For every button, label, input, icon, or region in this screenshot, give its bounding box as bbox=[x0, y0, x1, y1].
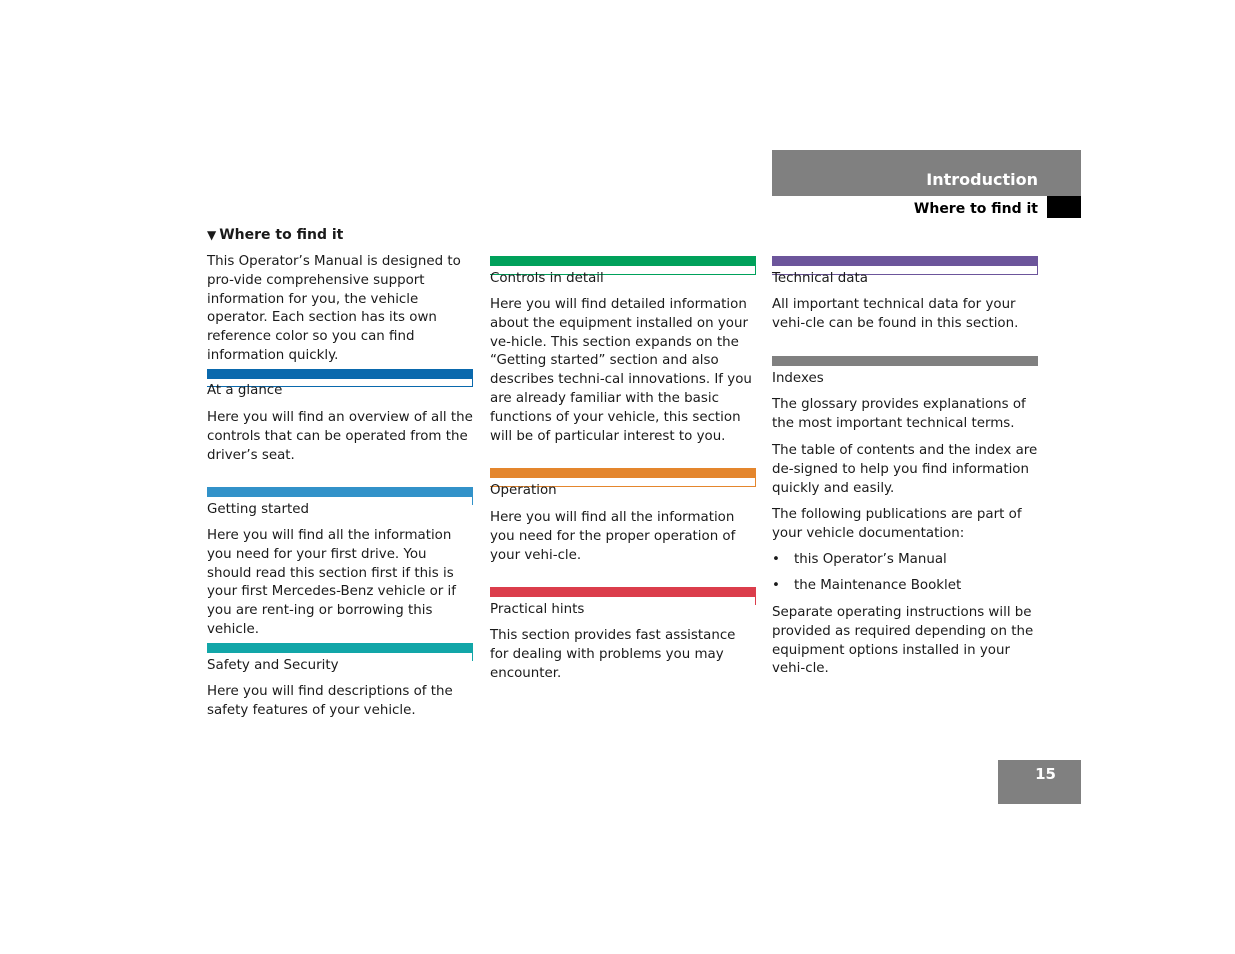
getting-started-text: Here you will find all the information you need for your first drive. You should read this section first if this is your first Mercedes-Benz vehicle or if you are rent-ing or borrowing this vehicle. bbox=[207, 528, 456, 637]
list-item: • this Operator’s Manual bbox=[772, 551, 947, 570]
practical-text: This section provides fast assistance for dealing with problems you may encounter. bbox=[490, 628, 736, 681]
getting-started-tick bbox=[472, 497, 473, 505]
operation-text: Here you will find all the information you need for the proper operation of your vehi-cle. bbox=[490, 510, 736, 563]
technical-tick bbox=[1037, 266, 1038, 274]
list-item: • the Maintenance Booklet bbox=[772, 577, 961, 596]
bullet-icon: • bbox=[772, 578, 780, 593]
getting-started-title: Getting started bbox=[207, 502, 310, 517]
controls-tick bbox=[755, 266, 756, 274]
indexes-para-2: The table of contents and the index are de-signed to help you find information quickly and easily. bbox=[772, 443, 1038, 496]
technical-text: All important technical data for your vehi-cle can be found in this section. bbox=[772, 297, 1019, 331]
safety-title: Safety and Security bbox=[207, 658, 339, 673]
operation-title: Operation bbox=[490, 483, 557, 498]
intro-text: This Operator’s Manual is designed to pro-vide comprehensive support information for you, the vehicle operator. Each section has its own reference color so you can find information quickly. bbox=[207, 254, 461, 363]
indexes-para-1: The glossary provides explanations of the most important technical terms. bbox=[772, 397, 1026, 431]
at-a-glance-color-bar bbox=[207, 369, 473, 379]
indexes-para-3: The following publications are part of your vehicle documentation: bbox=[772, 507, 1022, 541]
triangle-down-icon: ▼ bbox=[207, 228, 217, 242]
safety-color-bar bbox=[207, 643, 473, 653]
header-black-tab bbox=[1047, 196, 1081, 218]
subsection-title: Where to find it bbox=[913, 201, 1038, 217]
technical-color-bar bbox=[772, 256, 1038, 266]
at-a-glance-title: At a glance bbox=[207, 383, 283, 398]
indexes-para-4: Separate operating instructions will be provided as required depending on the equipment options installed in your vehi-cle. bbox=[772, 605, 1034, 677]
safety-text: Here you will find descriptions of the safety features of your vehicle. bbox=[207, 684, 453, 718]
practical-tick bbox=[755, 597, 756, 605]
operation-tick bbox=[755, 478, 756, 486]
technical-title: Technical data bbox=[772, 271, 868, 286]
controls-color-bar bbox=[490, 256, 756, 266]
bullet-icon: • bbox=[772, 552, 780, 567]
controls-text: Here you will find detailed information about the equipment installed on your ve-hicle. This section expands on the “Getting started” section and also describes techni-cal innovations. If you are already familiar with the basic functions of your vehicle, this section will be of particular interest to you. bbox=[490, 297, 752, 444]
main-heading: ▼ Where to find it bbox=[207, 227, 344, 243]
practical-color-bar bbox=[490, 587, 756, 597]
at-a-glance-tick bbox=[472, 379, 473, 387]
controls-title: Controls in detail bbox=[490, 271, 604, 286]
section-title: Introduction bbox=[926, 170, 1038, 189]
page-number: 15 bbox=[1035, 765, 1056, 783]
practical-title: Practical hints bbox=[490, 602, 585, 617]
getting-started-color-bar bbox=[207, 487, 473, 497]
indexes-color-bar bbox=[772, 356, 1038, 366]
indexes-title: Indexes bbox=[772, 371, 824, 386]
at-a-glance-text: Here you will find an overview of all the controls that can be operated from the driver’s seat. bbox=[207, 410, 473, 463]
safety-tick bbox=[472, 653, 473, 661]
operation-color-bar bbox=[490, 468, 756, 478]
